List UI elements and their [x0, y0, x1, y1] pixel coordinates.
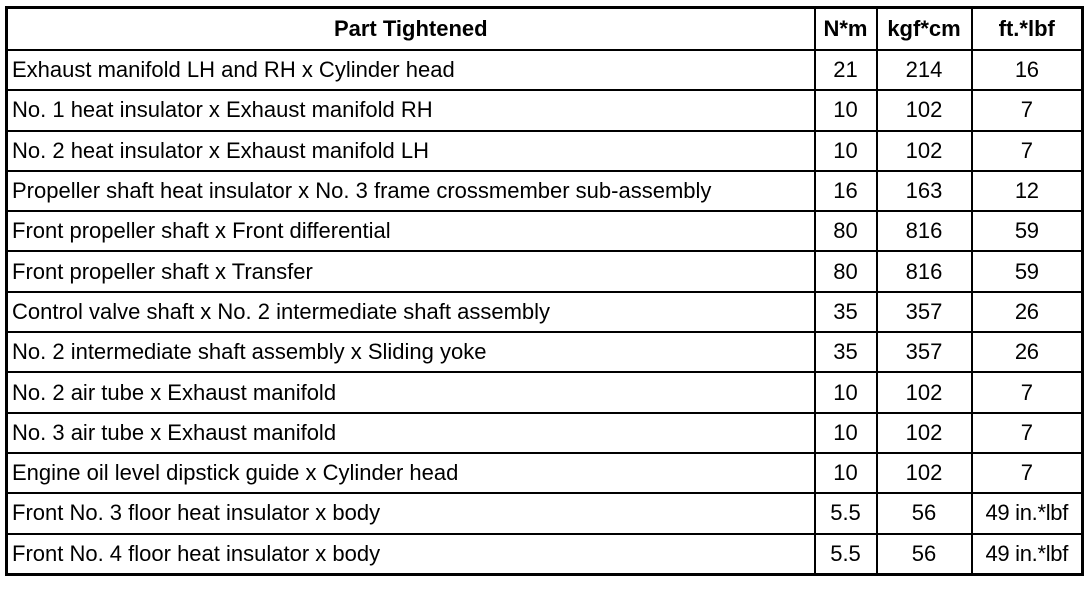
table-row — [7, 372, 1083, 412]
table-row — [7, 453, 1083, 493]
cell-kgfcm: 816 — [877, 251, 972, 291]
table-row — [7, 171, 1083, 211]
cell-part: Propeller shaft heat insulator x No. 3 frame crossmember sub-assembly — [7, 171, 815, 211]
header-nm: N*m — [815, 8, 877, 51]
cell-ftlbf: 26 — [972, 292, 1083, 332]
cell-kgfcm: 163 — [877, 171, 972, 211]
cell-ftlbf: 49 in.*lbf — [972, 534, 1083, 575]
cell-nm: 35 — [815, 292, 877, 332]
cell-ftlbf: 16 — [972, 50, 1083, 90]
cell-kgfcm: 56 — [877, 493, 972, 533]
cell-nm: 10 — [815, 372, 877, 412]
cell-part: No. 2 intermediate shaft assembly x Sliding yoke — [7, 332, 815, 372]
table-row — [7, 292, 1083, 332]
cell-part: Front No. 4 floor heat insulator x body — [7, 534, 815, 575]
cell-ftlbf: 59 — [972, 211, 1083, 251]
cell-part: Engine oil level dipstick guide x Cylinder head — [7, 453, 815, 493]
cell-kgfcm: 102 — [877, 90, 972, 130]
table-header-row — [7, 8, 1083, 51]
cell-part: No. 1 heat insulator x Exhaust manifold RH — [7, 90, 815, 130]
table-row — [7, 251, 1083, 291]
cell-ftlbf: 7 — [972, 372, 1083, 412]
cell-ftlbf: 49 in.*lbf — [972, 493, 1083, 533]
cell-ftlbf: 7 — [972, 131, 1083, 171]
table-row — [7, 50, 1083, 90]
cell-nm: 21 — [815, 50, 877, 90]
cell-nm: 80 — [815, 211, 877, 251]
cell-part: Front propeller shaft x Transfer — [7, 251, 815, 291]
cell-ftlbf: 7 — [972, 413, 1083, 453]
cell-nm: 5.5 — [815, 493, 877, 533]
cell-kgfcm: 816 — [877, 211, 972, 251]
cell-ftlbf: 59 — [972, 251, 1083, 291]
cell-nm: 5.5 — [815, 534, 877, 575]
cell-part: No. 2 air tube x Exhaust manifold — [7, 372, 815, 412]
header-ftlbf: ft.*lbf — [972, 8, 1083, 51]
cell-kgfcm: 357 — [877, 292, 972, 332]
header-part-tightened: Part Tightened — [7, 8, 815, 51]
cell-part: No. 3 air tube x Exhaust manifold — [7, 413, 815, 453]
cell-nm: 16 — [815, 171, 877, 211]
cell-ftlbf: 7 — [972, 90, 1083, 130]
table-row — [7, 131, 1083, 171]
table-row — [7, 413, 1083, 453]
table-row — [7, 211, 1083, 251]
cell-nm: 10 — [815, 131, 877, 171]
cell-kgfcm: 102 — [877, 413, 972, 453]
header-kgfcm: kgf*cm — [877, 8, 972, 51]
cell-part: Front No. 3 floor heat insulator x body — [7, 493, 815, 533]
cell-nm: 80 — [815, 251, 877, 291]
cell-nm: 10 — [815, 453, 877, 493]
cell-part: Control valve shaft x No. 2 intermediate shaft assembly — [7, 292, 815, 332]
cell-kgfcm: 56 — [877, 534, 972, 575]
cell-kgfcm: 102 — [877, 372, 972, 412]
cell-part: No. 2 heat insulator x Exhaust manifold LH — [7, 131, 815, 171]
cell-nm: 10 — [815, 90, 877, 130]
cell-ftlbf: 12 — [972, 171, 1083, 211]
cell-kgfcm: 102 — [877, 453, 972, 493]
torque-spec-table — [5, 6, 1084, 576]
cell-part: Front propeller shaft x Front differential — [7, 211, 815, 251]
cell-kgfcm: 357 — [877, 332, 972, 372]
cell-nm: 10 — [815, 413, 877, 453]
table-row — [7, 493, 1083, 533]
cell-kgfcm: 214 — [877, 50, 972, 90]
table-row — [7, 534, 1083, 575]
cell-ftlbf: 7 — [972, 453, 1083, 493]
table-row — [7, 90, 1083, 130]
cell-nm: 35 — [815, 332, 877, 372]
cell-part: Exhaust manifold LH and RH x Cylinder head — [7, 50, 815, 90]
cell-kgfcm: 102 — [877, 131, 972, 171]
cell-ftlbf: 26 — [972, 332, 1083, 372]
table-row — [7, 332, 1083, 372]
